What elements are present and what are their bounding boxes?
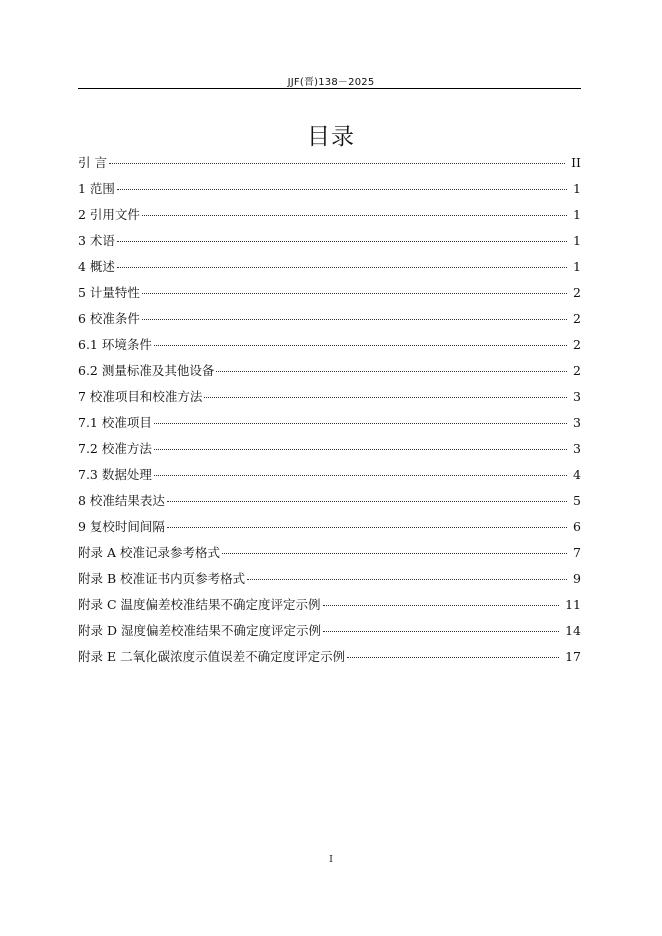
toc-entry-page: 2	[573, 363, 581, 378]
toc-entry-page: II	[571, 155, 581, 170]
toc-entry-environmental-conditions[interactable]	[78, 336, 581, 362]
dot-leader	[142, 215, 567, 216]
toc-entry-page: 1	[573, 181, 581, 196]
dot-leader	[347, 657, 559, 658]
dot-leader	[167, 527, 567, 528]
toc-entry-label: 7.2 校准方法	[78, 441, 152, 456]
toc-entry-label: 附录 B 校准证书内页参考格式	[78, 571, 246, 586]
toc-entry-metrological-characteristics[interactable]	[78, 284, 581, 310]
toc-entry-appendix-d[interactable]	[78, 622, 581, 648]
toc-entry-label: 附录 E 二氧化碳浓度示值误差不确定度评定示例	[78, 649, 346, 664]
toc-entry-label: 4 概述	[78, 259, 115, 274]
dot-leader	[117, 189, 567, 190]
toc-entry-appendix-e[interactable]	[78, 648, 581, 674]
toc-entry-page: 3	[573, 441, 581, 456]
toc-entry-page: 14	[565, 623, 581, 638]
toc-entry-label: 引 言	[78, 155, 107, 170]
toc-entry-foreword[interactable]	[78, 154, 581, 180]
dot-leader	[154, 449, 567, 450]
toc-entry-page: 2	[573, 311, 581, 326]
toc-entry-page: 17	[565, 649, 581, 664]
dot-leader	[247, 579, 567, 580]
toc-entry-calibration-items-and-methods[interactable]	[78, 388, 581, 414]
toc-entry-label: 3 术语	[78, 233, 115, 248]
document-code-header: JJF(晋)138－2025	[287, 77, 375, 88]
toc-entry-page: 9	[573, 571, 581, 586]
toc-entry-page: 2	[573, 285, 581, 300]
toc-entry-page: 3	[573, 415, 581, 430]
toc-entry-terms[interactable]	[78, 232, 581, 258]
toc-entry-appendix-b[interactable]	[78, 570, 581, 596]
dot-leader	[216, 371, 567, 372]
toc-entry-page: 7	[573, 545, 581, 560]
dot-leader	[323, 605, 560, 606]
toc-entry-page: 2	[573, 337, 581, 352]
toc-entry-page: 1	[573, 233, 581, 248]
toc-entry-references[interactable]	[78, 206, 581, 232]
dot-leader	[117, 241, 567, 242]
page-number: I	[329, 855, 333, 865]
toc-entry-recalibration-interval[interactable]	[78, 518, 581, 544]
table-of-contents	[78, 154, 581, 674]
toc-entry-label: 6 校准条件	[78, 311, 140, 326]
dot-leader	[154, 423, 567, 424]
toc-entry-appendix-c[interactable]	[78, 596, 581, 622]
toc-entry-overview[interactable]	[78, 258, 581, 284]
dot-leader	[109, 163, 565, 164]
toc-entry-page: 1	[573, 207, 581, 222]
toc-entry-calibration-methods[interactable]	[78, 440, 581, 466]
toc-entry-label: 附录 A 校准记录参考格式	[78, 545, 220, 560]
toc-entry-calibration-items[interactable]	[78, 414, 581, 440]
toc-entry-scope[interactable]	[78, 180, 581, 206]
dot-leader	[142, 319, 567, 320]
dot-leader	[167, 501, 567, 502]
toc-entry-label: 7.1 校准项目	[78, 415, 152, 430]
toc-entry-result-expression[interactable]	[78, 492, 581, 518]
toc-entry-label: 9 复校时间间隔	[78, 519, 165, 534]
toc-entry-page: 1	[573, 259, 581, 274]
dot-leader	[117, 267, 567, 268]
toc-entry-label: 附录 D 湿度偏差校准结果不确定度评定示例	[78, 623, 321, 638]
toc-entry-page: 6	[573, 519, 581, 534]
toc-entry-label: 7.3 数据处理	[78, 467, 152, 482]
dot-leader	[154, 345, 567, 346]
toc-entry-label: 5 计量特性	[78, 285, 140, 300]
toc-entry-page: 11	[565, 597, 581, 612]
toc-entry-label: 2 引用文件	[78, 207, 140, 222]
toc-title: 目录	[307, 124, 355, 150]
toc-entry-label: 6.2 测量标准及其他设备	[78, 363, 215, 378]
toc-entry-label: 8 校准结果表达	[78, 493, 165, 508]
toc-entry-appendix-a[interactable]	[78, 544, 581, 570]
toc-entry-page: 3	[573, 389, 581, 404]
toc-entry-label: 1 范围	[78, 181, 115, 196]
toc-entry-calibration-conditions[interactable]	[78, 310, 581, 336]
dot-leader	[204, 397, 567, 398]
toc-entry-label: 7 校准项目和校准方法	[78, 389, 203, 404]
toc-entry-measurement-standards[interactable]	[78, 362, 581, 388]
dot-leader	[142, 293, 567, 294]
toc-entry-label: 6.1 环境条件	[78, 337, 152, 352]
toc-entry-data-processing[interactable]	[78, 466, 581, 492]
toc-entry-label: 附录 C 温度偏差校准结果不确定度评定示例	[78, 597, 321, 612]
toc-entry-page: 4	[573, 467, 581, 482]
dot-leader	[222, 553, 567, 554]
header-divider	[78, 88, 581, 89]
dot-leader	[154, 475, 567, 476]
toc-entry-page: 5	[573, 493, 581, 508]
dot-leader	[323, 631, 559, 632]
